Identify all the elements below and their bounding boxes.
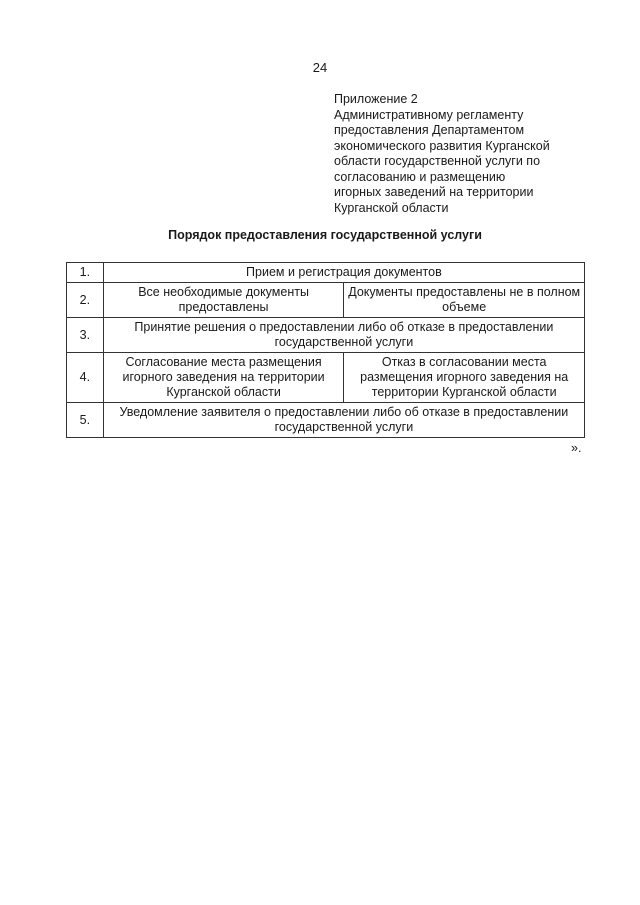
appendix-header: [334, 92, 574, 216]
appendix-line: Административному регламенту: [334, 107, 524, 122]
appendix-line: предоставления Департаментом: [334, 123, 525, 137]
step-cell: Уведомление заявителя о предоставлении либо об отказе в предоставлении государственной услуги: [103, 403, 584, 438]
step-cell-left: Все необходимые документы предоставлены: [103, 283, 344, 318]
step-cell: Принятие решения о предоставлении либо об отказе в предоставлении государственной услуги: [103, 318, 584, 353]
table-row: [67, 318, 585, 353]
step-cell-left: Согласование места размещения игорного заведения на территории Курганской области: [103, 353, 344, 403]
row-number: 2.: [67, 283, 104, 318]
row-number: 1.: [67, 263, 104, 283]
table-row: [67, 353, 585, 403]
appendix-line: согласованию и размещению: [334, 169, 506, 184]
page-number: 24: [312, 60, 328, 75]
appendix-line: области государственной услуги по: [334, 154, 541, 168]
table-row: [67, 283, 585, 318]
table-row: [67, 263, 585, 283]
procedure-table: [66, 262, 585, 438]
step-cell: Прием и регистрация документов: [103, 263, 584, 283]
closing-quote-mark: ».: [571, 441, 582, 455]
row-number: 5.: [67, 403, 104, 438]
appendix-line: экономического развития Курганской: [334, 138, 550, 153]
table-row: [67, 403, 585, 438]
document-title: Порядок предоставления государственной услуги: [168, 228, 482, 242]
appendix-line: Курганской области: [334, 200, 449, 215]
step-cell-right: Документы предоставлены не в полном объеме: [344, 283, 585, 318]
row-number: 3.: [67, 318, 104, 353]
row-number: 4.: [67, 353, 104, 403]
appendix-line: Приложение 2: [334, 92, 418, 106]
step-cell-right: Отказ в согласовании места размещения игорного заведения на территории Курганской области: [344, 353, 585, 403]
appendix-line: игорных заведений на территории: [334, 185, 534, 199]
